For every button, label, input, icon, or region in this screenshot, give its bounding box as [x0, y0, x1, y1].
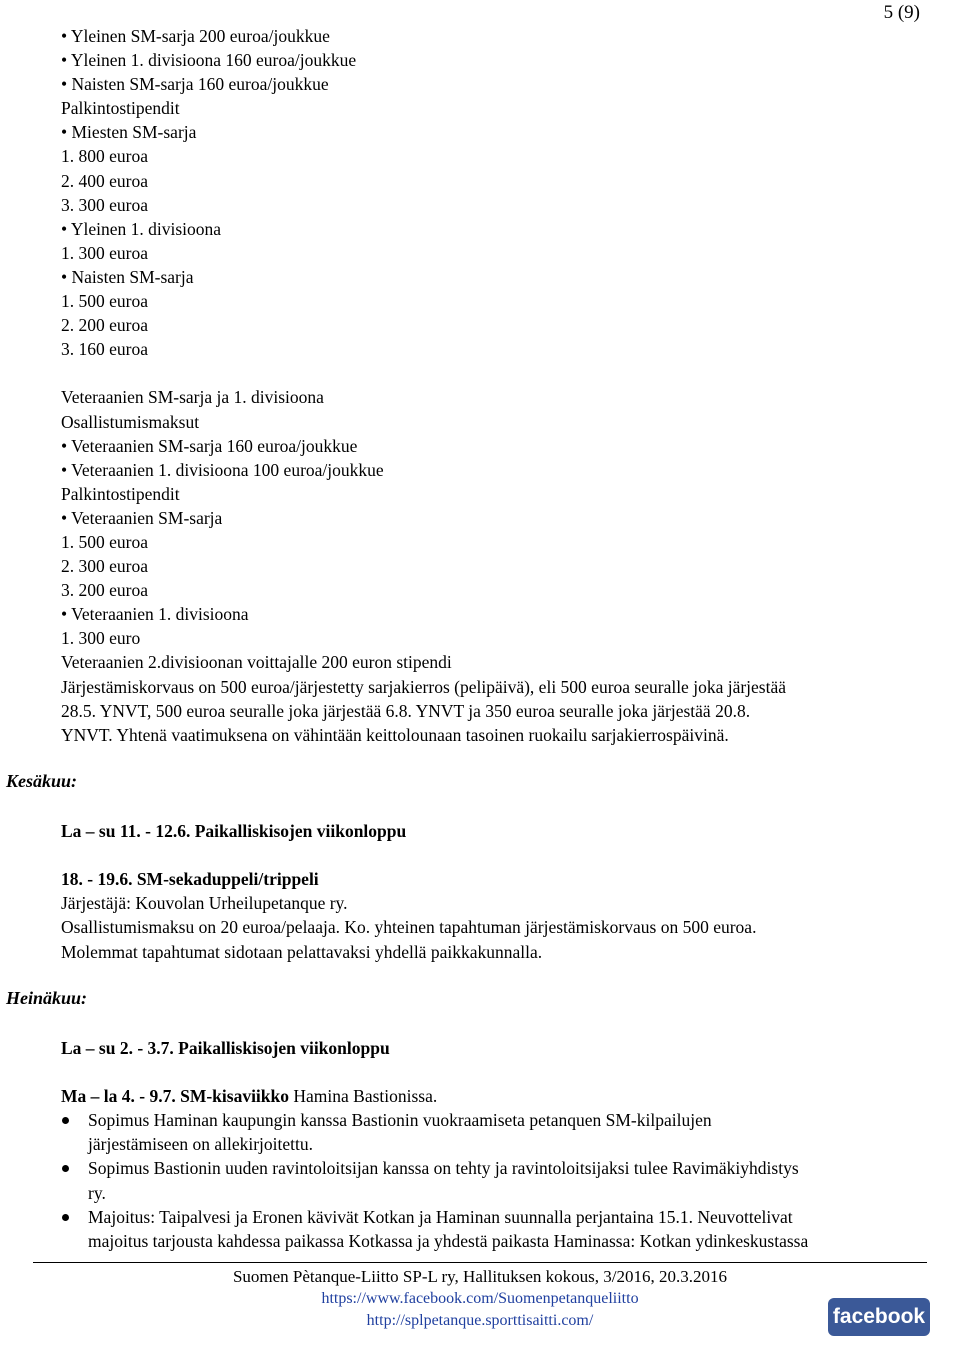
footer	[0, 1266, 960, 1332]
footer-divider	[33, 1262, 927, 1263]
text-line: • Veteraanien SM-sarja 160 euroa/joukkue	[61, 435, 358, 456]
list-item-text: Sopimus Haminan kaupungin kanssa Bastionin vuokraamiseta petanquen SM-kilpailujen	[88, 1110, 712, 1131]
spacer	[61, 843, 941, 867]
event-heading: La – su 2. - 3.7. Paikalliskisojen viikonloppu	[61, 1037, 390, 1058]
spacer	[61, 795, 941, 819]
event-heading: La – su 11. - 12.6. Paikalliskisojen viikonloppu	[61, 821, 407, 842]
text-line: Osallistumismaksu on 20 euroa/pelaaja. Ko. yhteinen tapahtuman järjestämiskorvaus on 500 euroa.	[61, 917, 757, 938]
text-line: Palkintostipendit	[61, 98, 180, 119]
spacer	[61, 361, 941, 385]
text-line: YNVT. Yhtenä vaatimuksena on vähintään keittolounaan tasoinen ruokailu sarjakierrospäivinä.	[61, 724, 729, 745]
event-title: Ma – la 4. - 9.7. SM-kisaviikko	[61, 1086, 290, 1107]
text-line: • Yleinen 1. divisioona 160 euroa/joukkue	[61, 50, 357, 71]
list-item-text: järjestämiseen on allekirjoitettu.	[88, 1134, 313, 1155]
text-line: 3. 160 euroa	[61, 339, 148, 360]
text-line: 2. 300 euroa	[61, 556, 148, 577]
text-line: • Naisten SM-sarja 160 euroa/joukkue	[61, 74, 329, 95]
text-line: 3. 300 euroa	[61, 194, 148, 215]
list-item	[61, 1156, 941, 1204]
document-body	[61, 24, 941, 1253]
spacer	[61, 964, 941, 988]
page-number: 5 (9)	[883, 2, 920, 23]
text-line: 1. 500 euroa	[61, 531, 148, 552]
month-label-june: Kesäkuu:	[6, 771, 78, 791]
text-line: 1. 300 euroa	[61, 242, 148, 263]
text-line: Veteraanien SM-sarja ja 1. divisioona	[61, 387, 324, 408]
list-item-text: Majoitus: Taipalvesi ja Eronen kävivät Kotkan ja Haminan suunnalla perjantaina 15.1. Neuvottelivat	[88, 1206, 793, 1227]
event-heading-line	[61, 1084, 941, 1108]
facebook-link[interactable]: https://www.facebook.com/Suomenpetanqueliitto	[321, 1290, 639, 1307]
website-link[interactable]: http://splpetanque.sporttisaitti.com/	[366, 1312, 594, 1329]
facebook-badge[interactable]: facebook	[828, 1298, 930, 1336]
text-line: 2. 200 euroa	[61, 315, 148, 336]
footer-meeting-info: Suomen Pètanque-Liitto SP-L ry, Hallituksen kokous, 3/2016, 20.3.2016	[232, 1267, 728, 1286]
text-line: • Veteraanien SM-sarja	[61, 507, 223, 528]
june-section	[61, 819, 941, 964]
spacer	[61, 747, 941, 771]
text-line: 1. 800 euroa	[61, 146, 148, 167]
text-line: 2. 400 euroa	[61, 170, 148, 191]
text-line: Järjestämiskorvaus on 500 euroa/järjestetty sarjakierros (pelipäivä), eli 500 euroa seuralle joka järjestää	[61, 676, 787, 697]
list-item	[61, 1108, 941, 1156]
text-line: • Yleinen 1. divisioona	[61, 218, 222, 239]
spacer	[61, 988, 941, 1012]
list-item	[61, 1205, 941, 1253]
list-item-text: Sopimus Bastionin uuden ravintoloitsijan kanssa on tehty ja ravintoloitsijaksi tulee Ravimäkiyhdistys	[88, 1158, 799, 1179]
spacer	[61, 771, 941, 795]
july-section	[61, 1036, 941, 1253]
text-line: Molemmat tapahtumat sidotaan pelattavaksi yhdellä paikkakunnalla.	[61, 941, 543, 962]
spacer	[61, 1012, 941, 1036]
text-line: 1. 500 euroa	[61, 291, 148, 312]
event-location: Hamina Bastionissa.	[289, 1086, 438, 1107]
text-line: • Veteraanien 1. divisioona	[61, 604, 249, 625]
list-item-text: ry.	[88, 1182, 106, 1203]
text-line: • Veteraanien 1. divisioona 100 euroa/joukkue	[61, 459, 384, 480]
text-line: Osallistumismaksut	[61, 411, 200, 432]
text-line: Palkintostipendit	[61, 483, 180, 504]
text-line: • Naisten SM-sarja	[61, 266, 194, 287]
text-line: Veteraanien 2.divisioonan voittajalle 200 euron stipendi	[61, 652, 452, 673]
event-heading: 18. - 19.6. SM-sekaduppeli/trippeli	[61, 869, 319, 890]
league-fees-section	[61, 24, 941, 747]
text-line: 28.5. YNVT, 500 euroa seuralle joka järjestää 6.8. YNVT ja 350 euroa seuralle joka järjestää 20.8.	[61, 700, 751, 721]
spacer	[61, 1060, 941, 1084]
text-line: • Miesten SM-sarja	[61, 122, 197, 143]
month-label-july: Heinäkuu:	[6, 988, 88, 1008]
text-line: 3. 200 euroa	[61, 580, 148, 601]
list-item-text: majoitus tarjousta kahdessa paikassa Kotkassa ja yhdestä paikasta Haminassa: Kotkan ydinkeskustassa	[88, 1230, 809, 1251]
text-line: 1. 300 euro	[61, 628, 141, 649]
text-line: • Yleinen SM-sarja 200 euroa/joukkue	[61, 26, 330, 46]
text-line: Järjestäjä: Kouvolan Urheilupetanque ry.	[61, 893, 348, 914]
